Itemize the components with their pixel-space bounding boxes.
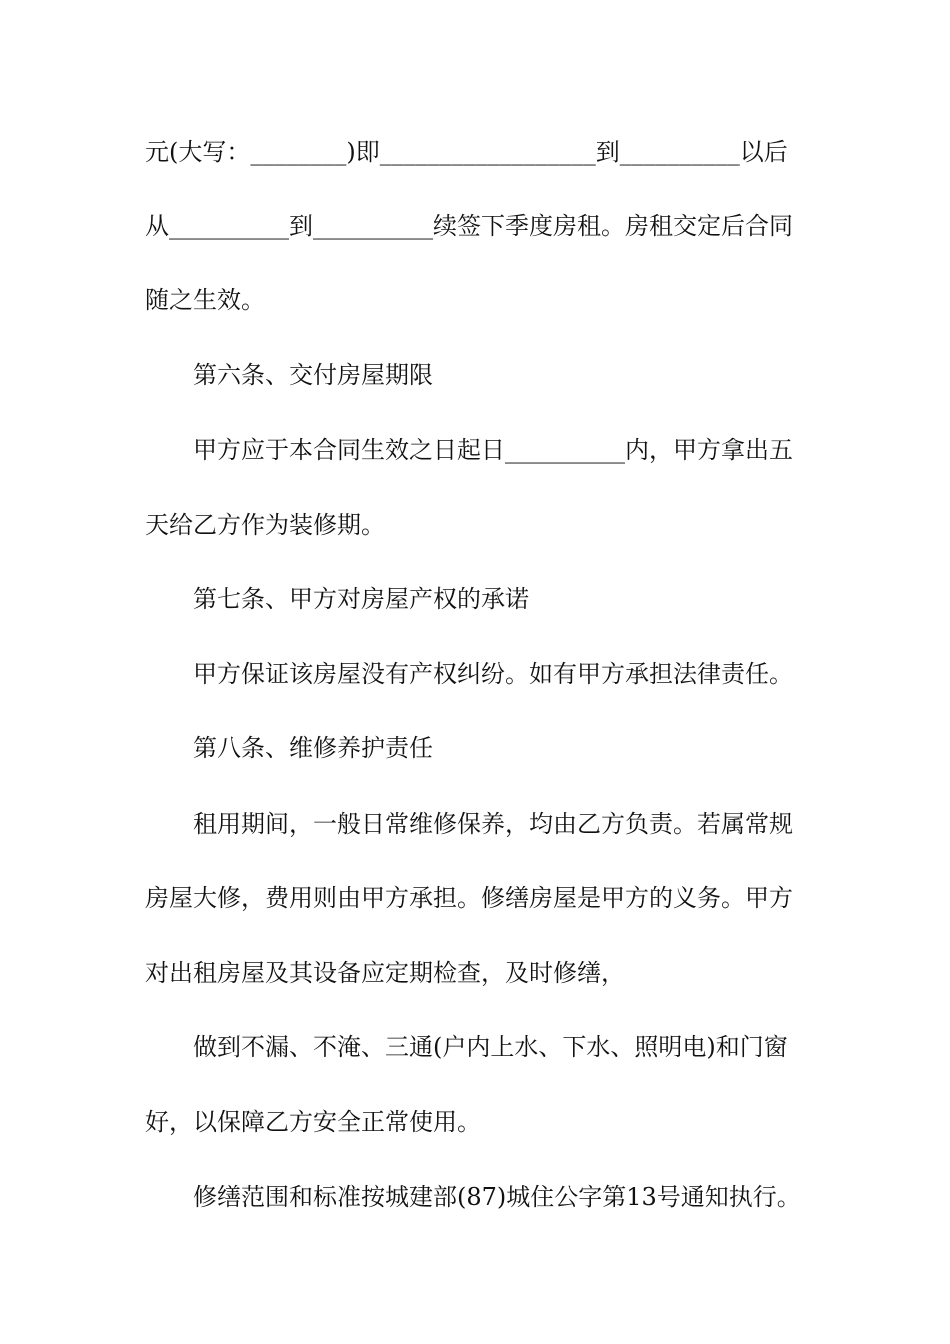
text-line-2: 从__________到__________续签下季度房租。房租交定后合同 [145, 212, 793, 240]
text-line-11: 房屋大修，费用则由甲方承担。修缮房屋是甲方的义务。甲方 [145, 884, 793, 912]
section-heading-7: 第七条、甲方对房屋产权的承诺 [193, 585, 529, 613]
text-line-6: 天给乙方作为装修期。 [145, 511, 385, 539]
text-line-14: 好，以保障乙方安全正常使用。 [145, 1108, 481, 1136]
text-line-3: 随之生效。 [145, 286, 265, 314]
text-line-8: 甲方保证该房屋没有产权纠纷。如有甲方承担法律责任。 [193, 660, 793, 688]
section-heading-6: 第六条、交付房屋期限 [193, 361, 433, 389]
section-heading-8: 第八条、维修养护责任 [193, 734, 433, 762]
text-line-5: 甲方应于本合同生效之日起日__________内，甲方拿出五 [193, 436, 793, 464]
text-line-1: 元(大写：________)即__________________到__________以后 [145, 138, 788, 166]
text-line-15: 修缮范围和标准按城建部(87)城住公字第13号通知执行。 [193, 1183, 801, 1211]
text-line-12: 对出租房屋及其设备应定期检查，及时修缮， [145, 959, 625, 987]
text-line-13: 做到不漏、不淹、三通(户内上水、下水、照明电)和门窗 [193, 1033, 788, 1061]
text-line-10: 租用期间，一般日常维修保养，均由乙方负责。若属常规 [193, 810, 793, 838]
